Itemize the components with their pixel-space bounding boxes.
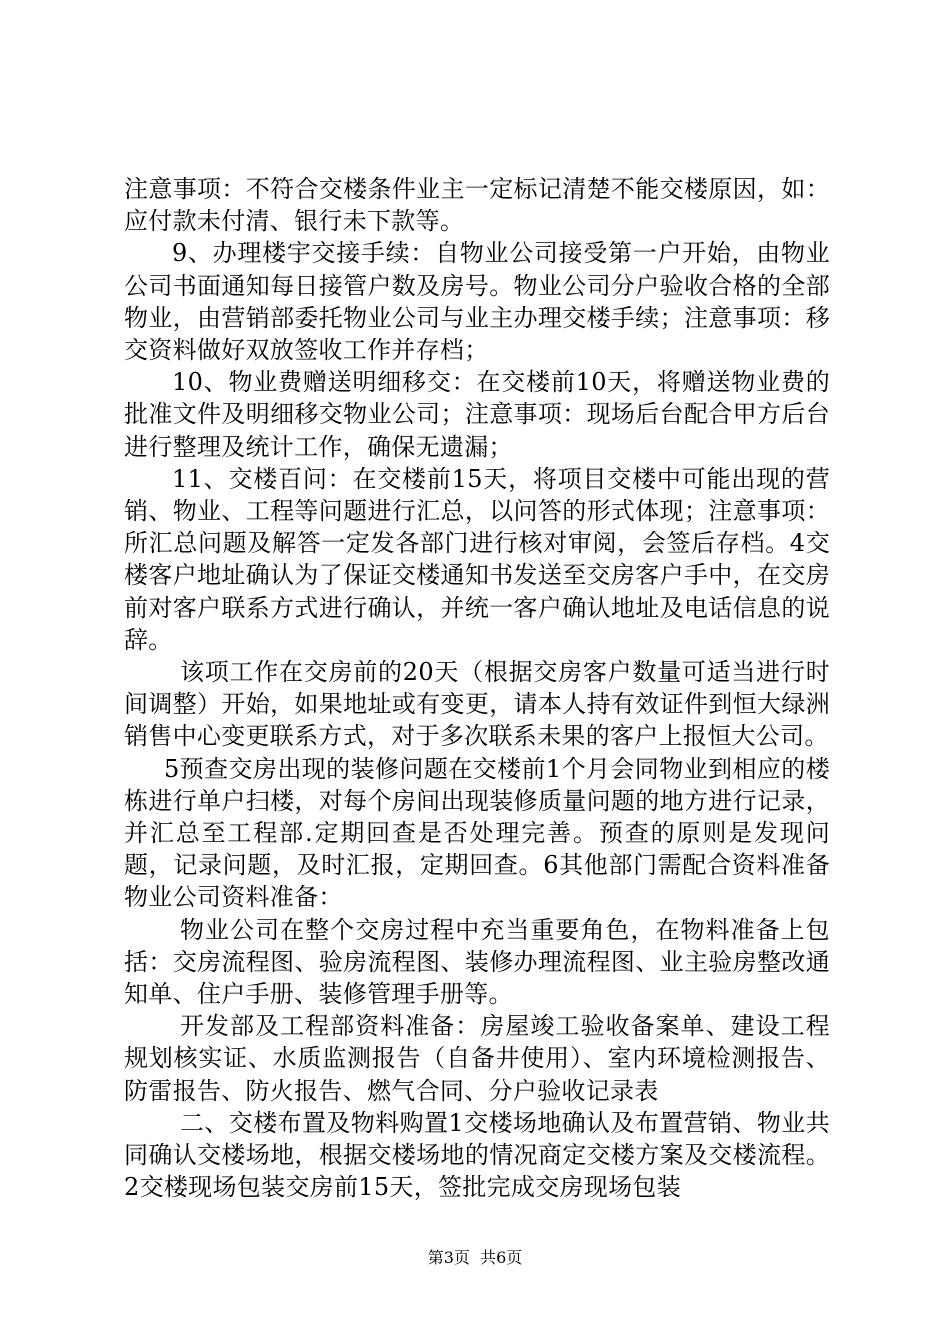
paragraph-section-two: 二、交楼布置及物料购置1交楼场地确认及布置营销、物业共同确认交楼场地，根据交楼场地的情况商定交楼方案及交楼流程。2交楼现场包装交房前15天，签批完成交房现场包装 (124, 1108, 830, 1202)
paragraph-item-10: 10、物业费赠送明细移交：在交楼前10天，将赠送物业费的批准文件及明细移交物业公司；注意事项：现场后台配合甲方后台进行整理及统计工作，确保无遗漏； (124, 368, 830, 461)
paragraph-address-schedule: 该项工作在交房前的20天（根据交房客户数量可适当进行时间调整）开始，如果地址或有变更，请本人持有效证件到恒大绿洲销售中心变更联系方式，对于多次联系未果的客户上报恒大公司。 (124, 658, 830, 751)
paragraph-notice: 注意事项：不符合交楼条件业主一定标记清楚不能交楼原因，如：应付款未付清、银行未下款等。 (124, 175, 830, 236)
paragraph-engineering-materials: 开发部及工程部资料准备：房屋竣工验收备案单、建设工程规划核实证、水质监测报告（自备井使用）、室内环境检测报告、防雷报告、防火报告、燃气合同、分户验收记录表 (124, 1012, 830, 1105)
page-number-footer: 第3页 共6页 (427, 1248, 523, 1267)
paragraph-item-9: 9、办理楼宇交接手续：自物业公司接受第一户开始，由物业公司书面通知每日接管户数及房号。物业公司分户验收合格的全部物业，由营销部委托物业公司与业主办理交楼手续；注意事项：移交资料做好双放签收工作并存档； (124, 239, 830, 365)
paragraph-property-materials: 物业公司在整个交房过程中充当重要角色，在物料准备上包括：交房流程图、验房流程图、装修办理流程图、业主验房整改通知单、住户手册、装修管理手册等。 (124, 915, 830, 1009)
document-body (124, 173, 830, 1204)
paragraph-item-11: 11、交楼百问：在交楼前15天，将项目交楼中可能出现的营销、物业、工程等问题进行汇总，以问答的形式体现；注意事项：所汇总问题及解答一定发各部门进行核对审阅，会签后存档。4交楼客户地址确认为了保证交楼通知书发送至交房客户手中，在交房前对客户联系方式进行确认，并统一客户确认地址及电话信息的说辞。 (124, 464, 830, 654)
paragraph-pre-inspection: 5预查交房出现的装修问题在交楼前1个月会同物业到相应的楼栋进行单户扫楼，对每个房间出现装修质量问题的地方进行记录，并汇总至工程部.定期回查是否处理完善。预查的原则是发现问题，记录问题，及时汇报，定期回查。6其他部门需配合资料准备物业公司资料准备： (124, 754, 830, 912)
